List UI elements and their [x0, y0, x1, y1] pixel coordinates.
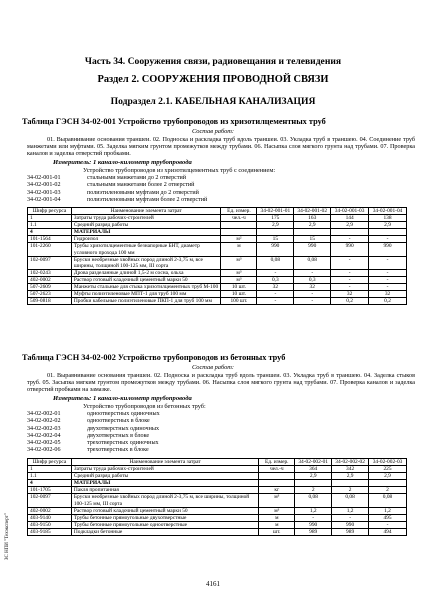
- row-value: 1,2: [332, 507, 369, 514]
- table2-title: Таблица ГЭСН 34-02-002 Устройство трубопроводов из бетонных труб: [22, 353, 286, 362]
- row-code: 403-9150: [28, 521, 72, 528]
- row-value: -: [369, 521, 407, 528]
- row-unit: 10 шт.: [221, 291, 257, 298]
- code: 34-02-002-05: [27, 440, 61, 447]
- row-value: 32: [331, 291, 369, 298]
- code-text: одноотверстных одиночных: [87, 411, 160, 417]
- table-row: [28, 222, 407, 229]
- row-value: 0,2: [369, 298, 407, 305]
- row-value: 364: [295, 466, 332, 473]
- row-value: 494: [369, 528, 407, 535]
- row-value: 0,08: [257, 256, 294, 269]
- row-unit: чел.-ч: [259, 466, 295, 473]
- table2-meter: Измеритель: 1 канало-километр трубопровода: [53, 395, 192, 402]
- row-value: 0,08: [294, 256, 331, 269]
- table2-codes: [27, 411, 160, 455]
- table-row: [28, 269, 407, 276]
- code: 34-02-002-03: [27, 425, 61, 432]
- row-value: 990: [295, 521, 332, 528]
- table-row: [28, 507, 407, 514]
- code: 34-02-001-02: [27, 182, 61, 189]
- code-text: двухотверстных в блоке: [87, 432, 150, 439]
- row-code: 102-0097: [28, 256, 72, 269]
- table1-description: 01. Выравнивание основания траншеи. 02. Подноска и раскладка труб вдоль траншеи. 03. Укладка труб в траншею. 04. Соединение труб манжетами или муфтами. 05. Заделка мягким грунтом промежутков между трубами. 06. Насыпка слоя мягкого грунта над трубами. 07. Проверка каналов и заделка отверстий пробками.: [27, 136, 415, 158]
- row-unit: кг: [259, 487, 295, 494]
- header-name: Наименование элемента затрат: [71, 208, 221, 215]
- row-value: 163: [294, 215, 331, 222]
- table-row: [28, 256, 407, 269]
- table-row: [28, 243, 407, 256]
- row-unit: м: [259, 521, 295, 528]
- row-code: 403-9140: [28, 514, 72, 521]
- subsection-title: Подраздел 2.1. КАБЕЛЬНАЯ КАНАЛИЗАЦИЯ: [110, 96, 316, 107]
- row-unit: м³: [221, 276, 257, 283]
- row-code: 4: [28, 229, 72, 236]
- row-value: -: [294, 291, 331, 298]
- row-value: 138: [369, 215, 407, 222]
- table2-grid: [27, 458, 407, 536]
- row-value: 342: [332, 466, 369, 473]
- row-unit: м³: [259, 507, 295, 514]
- header-name: Наименование элемента затрат: [71, 459, 258, 466]
- row-code: 1: [28, 466, 72, 473]
- row-unit: чел.-ч: [221, 215, 257, 222]
- header-col: 34-02-001-04: [369, 208, 407, 215]
- row-value: 0,3: [257, 276, 294, 283]
- row-name: Пробки кабельные полиэтиленовые ПКП-1 для труб 100 мм: [71, 298, 221, 305]
- table-row: [28, 284, 407, 291]
- row-value: [331, 229, 369, 236]
- code-text: стальными манжетами до 2 отверстий: [87, 175, 187, 181]
- code-text: полиэтиленовыми муфтами до 2 отверстий: [87, 189, 199, 196]
- table1-grid: [27, 207, 407, 305]
- row-name: Муфты полиэтиленовые МПТ-1 для труб 100 мм: [71, 291, 221, 298]
- row-code: 1: [28, 215, 72, 222]
- row-name: Бруски необрезные хвойных пород длиной 2-3,75 м, все ширины, толщиной 100-125 мм, III сорта: [71, 256, 221, 269]
- table-row: [28, 473, 407, 480]
- table1-sostav: Состав работ:: [191, 128, 235, 135]
- row-unit: шт.: [259, 528, 295, 535]
- row-value: -: [369, 276, 407, 283]
- table-row: [28, 215, 407, 222]
- row-value: -: [331, 269, 369, 276]
- row-value: -: [257, 291, 294, 298]
- section-title: Раздел 2. СООРУЖЕНИЯ ПРОВОДНОЙ СВЯЗИ: [97, 74, 329, 85]
- row-value: -: [295, 514, 332, 521]
- row-name: Подкладки бетонные: [71, 528, 258, 535]
- row-unit: м³: [221, 256, 257, 269]
- row-name: Средний разряд работы: [71, 222, 221, 229]
- code: 34-02-001-03: [27, 189, 61, 196]
- row-value: 495: [369, 514, 407, 521]
- table-row: [28, 487, 407, 494]
- row-value: -: [332, 514, 369, 521]
- row-unit: м²: [221, 236, 257, 243]
- code-line: [27, 447, 160, 454]
- row-value: -: [294, 269, 331, 276]
- code-text: одноотверстных в блоке: [87, 418, 150, 425]
- code-text: стальными манжетами более 2 отверстий: [87, 182, 195, 189]
- row-value: -: [257, 298, 294, 305]
- row-unit: 100 шт.: [221, 298, 257, 305]
- table-header-row: [28, 208, 407, 215]
- row-code: 507-2623: [28, 291, 72, 298]
- table-row: [28, 528, 407, 535]
- code: 34-02-001-01: [27, 175, 61, 181]
- row-value: 2: [369, 487, 407, 494]
- row-value: 15: [294, 236, 331, 243]
- table2-description: 01. Выравнивание основания траншеи. 02. Подноска и раскладка труб вдоль траншеи. 03. Укладка труб в траншею. 04. Заделка стыков труб. 05. Засыпка мягким грунтом промежутков между трубами. 06. Насыпка слоя мягкого грунта над трубами. 07. Проверка каналов и заделка отверстий пробками на замазке.: [27, 372, 415, 394]
- code-line: [27, 197, 207, 204]
- row-value: -: [369, 256, 407, 269]
- row-value: [369, 229, 407, 236]
- row-name: Бруски необрезные хвойных пород длиной 2-3,75 м, все ширины, толщиной 100-125 мм, III сорта: [71, 494, 258, 507]
- code: 34-02-002-02: [27, 418, 61, 425]
- row-code: 402-0002: [28, 507, 72, 514]
- code-text: трехотверстных одиночных: [87, 440, 159, 447]
- row-name: Средний разряд работы: [71, 473, 258, 480]
- table1-codes: [27, 175, 207, 204]
- row-unit: [221, 222, 257, 229]
- row-value: -: [331, 284, 369, 291]
- code-text: полиэтиленовыми муфтами более 2 отверстий: [87, 196, 208, 203]
- code: 34-02-001-04: [27, 196, 61, 203]
- table-row: [28, 229, 407, 236]
- row-unit: м: [221, 243, 257, 256]
- side-watermark-text: ЗС НПИ "Техэксперт": [5, 513, 10, 560]
- row-value: 175: [257, 215, 294, 222]
- table1-meter: Измеритель: 1 канало-километр трубопровода: [53, 159, 192, 166]
- row-name: МАТЕРИАЛЫ: [71, 229, 221, 236]
- row-value: 144: [331, 215, 369, 222]
- row-name: Пакля пропитанная: [71, 487, 258, 494]
- row-value: -: [257, 269, 294, 276]
- row-value: 2,9: [369, 473, 407, 480]
- header-col: 34-02-002-03: [369, 459, 407, 466]
- row-value: 2,9: [332, 473, 369, 480]
- code-line: [27, 433, 160, 440]
- row-value: 2,9: [257, 222, 294, 229]
- row-name: Раствор готовый кладочный цементный марки 50: [71, 276, 221, 283]
- row-code: 102-0243: [28, 269, 72, 276]
- page-number: 4161: [206, 580, 220, 588]
- row-code: 402-0002: [28, 276, 72, 283]
- row-value: 2,9: [295, 473, 332, 480]
- row-code: 102-0097: [28, 494, 72, 507]
- table-header-row: [28, 459, 407, 466]
- header-col: 34-02-001-02: [294, 208, 331, 215]
- row-code: 509-0818: [28, 298, 72, 305]
- table-row: [28, 298, 407, 305]
- row-unit: м³: [259, 494, 295, 507]
- table2-intro: Устройство трубопроводов из бетонных труб:: [83, 403, 206, 410]
- row-value: 1,2: [295, 507, 332, 514]
- row-unit: [221, 229, 257, 236]
- row-value: [332, 480, 369, 487]
- code-line: [27, 182, 207, 189]
- table-row: [28, 276, 407, 283]
- row-code: 507-2609: [28, 284, 72, 291]
- row-unit: [259, 480, 295, 487]
- part-title: Часть 34. Сооружения связи, радиовещания и телевидения: [84, 56, 342, 67]
- row-value: [295, 480, 332, 487]
- row-code: 101-2260: [28, 243, 72, 256]
- row-value: 989: [332, 528, 369, 535]
- row-value: 990: [257, 243, 294, 256]
- row-value: 2,9: [369, 222, 407, 229]
- row-unit: м: [259, 514, 295, 521]
- row-name: МАТЕРИАЛЫ: [71, 480, 258, 487]
- table2-sostav: Состав работ:: [191, 364, 235, 371]
- row-value: [369, 480, 407, 487]
- row-value: 32: [369, 291, 407, 298]
- header-col: 34-02-001-01: [257, 208, 294, 215]
- row-value: 225: [369, 466, 407, 473]
- header-col: 34-02-001-03: [331, 208, 369, 215]
- row-code: 1.1: [28, 473, 72, 480]
- row-unit: м³: [221, 269, 257, 276]
- table-row: [28, 521, 407, 528]
- header-shifr: Шифр ресурса: [28, 459, 72, 466]
- row-value: 990: [332, 521, 369, 528]
- row-value: [294, 229, 331, 236]
- row-value: 15: [257, 236, 294, 243]
- row-name: Дрова разделанные длиной 1,5-2 м сосна, ольха: [71, 269, 221, 276]
- row-value: 0,3: [294, 276, 331, 283]
- table-row: [28, 514, 407, 521]
- row-name: Затраты труда рабочих-строителей: [71, 215, 221, 222]
- row-value: 2: [295, 487, 332, 494]
- row-code: 4: [28, 480, 72, 487]
- row-name: Раствор готовый кладочный цементный марки 50: [71, 507, 258, 514]
- row-value: 1,2: [369, 507, 407, 514]
- row-value: 989: [295, 528, 332, 535]
- table-row: [28, 291, 407, 298]
- row-name: Трубы бетонные прямоугольные двухотверстные: [71, 514, 258, 521]
- row-value: 0,08: [369, 494, 407, 507]
- row-value: 990: [331, 243, 369, 256]
- row-value: 2: [332, 487, 369, 494]
- row-value: -: [369, 236, 407, 243]
- table-row: [28, 494, 407, 507]
- row-value: 990: [294, 243, 331, 256]
- row-value: 0,2: [331, 298, 369, 305]
- code-text: двухотверстных одиночных: [87, 425, 159, 432]
- header-shifr: Шифр ресурса: [28, 208, 72, 215]
- row-value: -: [369, 269, 407, 276]
- row-unit: [259, 473, 295, 480]
- code-line: [27, 426, 160, 433]
- table-row: [28, 480, 407, 487]
- code-line: [27, 190, 207, 197]
- row-value: -: [294, 298, 331, 305]
- row-name: Трубы хризотилцементные безнапорные БНТ, диаметр условного прохода 100 мм: [71, 243, 221, 256]
- code: 34-02-002-01: [27, 411, 61, 417]
- row-code: 1.1: [28, 222, 72, 229]
- row-value: 32: [294, 284, 331, 291]
- row-code: 403-9185: [28, 528, 72, 535]
- row-value: 0,08: [295, 494, 332, 507]
- row-name: Затраты труда рабочих-строителей: [71, 466, 258, 473]
- row-unit: 10 шт.: [221, 284, 257, 291]
- row-value: 2,9: [331, 222, 369, 229]
- row-value: 32: [257, 284, 294, 291]
- header-unit: Ед. измер.: [221, 208, 257, 215]
- header-col: 34-02-002-01: [295, 459, 332, 466]
- row-name: Гидроизол: [71, 236, 221, 243]
- row-value: 2,9: [294, 222, 331, 229]
- header-col: 34-02-002-02: [332, 459, 369, 466]
- row-value: 0,08: [332, 494, 369, 507]
- row-name: Трубы бетонные прямоугольные одноотверстные: [71, 521, 258, 528]
- header-unit: Ед. измер.: [259, 459, 295, 466]
- row-value: 990: [369, 243, 407, 256]
- table-row: [28, 466, 407, 473]
- row-value: -: [331, 236, 369, 243]
- row-code: 101-1564: [28, 236, 72, 243]
- code-line: [27, 418, 160, 425]
- code: 34-02-002-04: [27, 432, 61, 439]
- code-text: трехотверстных в блоке: [87, 447, 149, 454]
- row-value: -: [369, 284, 407, 291]
- row-name: Манжеты стальные для стыка хризотилцементных труб М-100: [71, 284, 221, 291]
- row-value: [257, 229, 294, 236]
- row-code: 101-1705: [28, 487, 72, 494]
- row-value: -: [331, 276, 369, 283]
- row-value: -: [331, 256, 369, 269]
- table1-intro: Устройство трубопроводов из хризотилцементных труб с соединением:: [83, 167, 276, 174]
- table-row: [28, 236, 407, 243]
- table1-title: Таблица ГЭСН 34-02-001 Устройство трубопроводов из хризотилцементных труб: [22, 117, 326, 126]
- code: 34-02-002-06: [27, 447, 61, 454]
